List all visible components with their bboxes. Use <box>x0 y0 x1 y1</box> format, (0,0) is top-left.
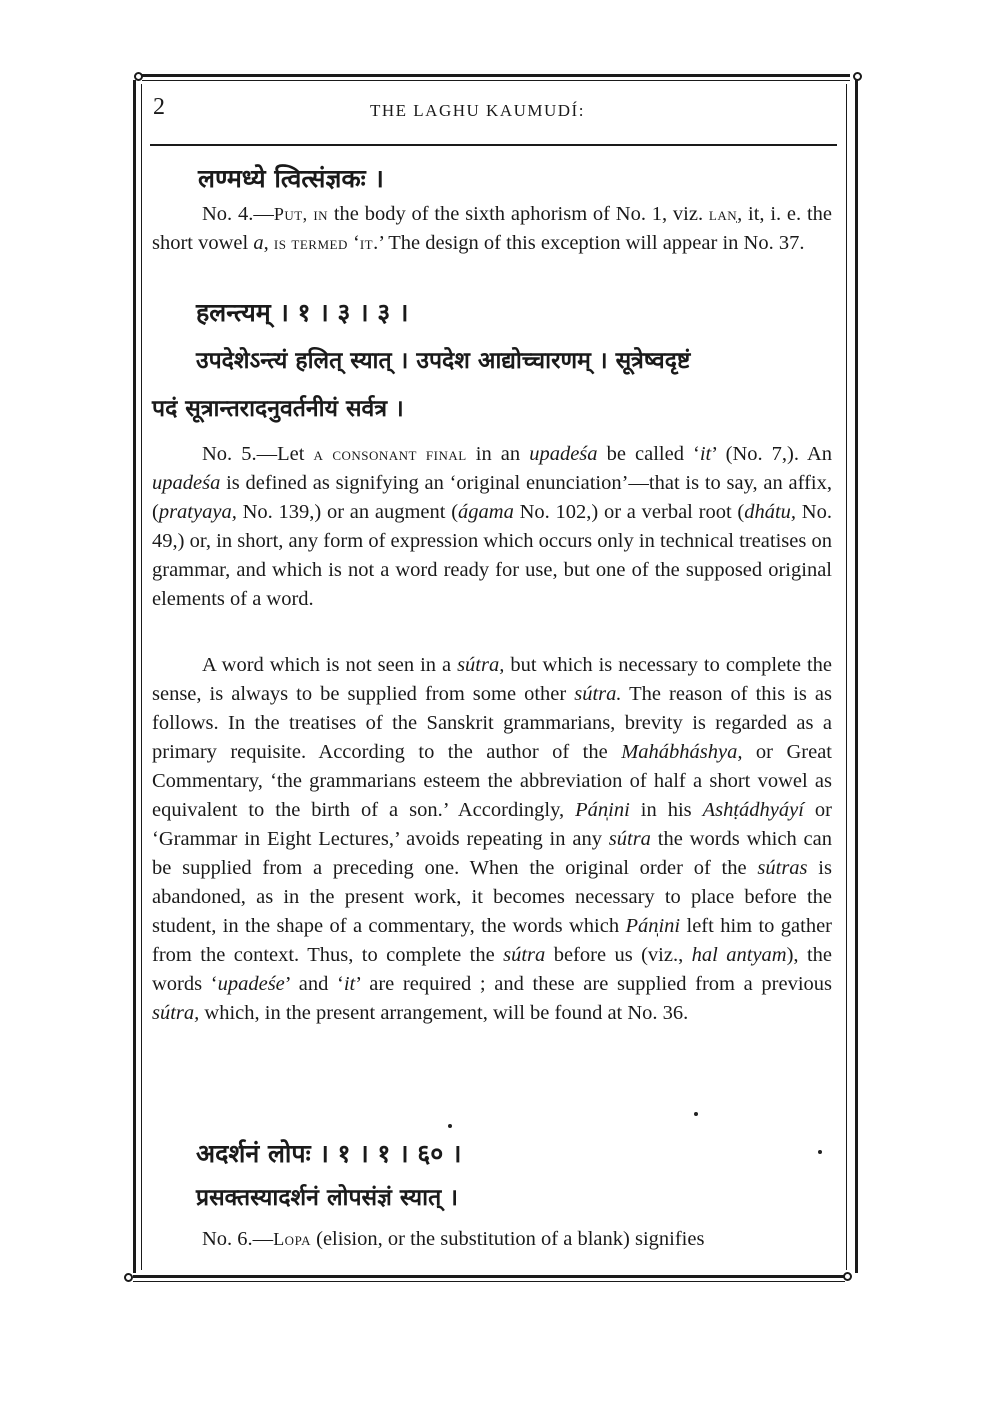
frame-top-rule-outer <box>142 74 850 77</box>
sutra-4-commentary: No. 4.—Put, in the body of the sixth aphorism of No. 1, viz. lan̩, it, i. e. the short vowel a, is termed ‘it.’ The design of this exception will appear in No. 37. <box>152 203 832 254</box>
frame-top-rule-inner <box>142 80 850 81</box>
text-run: in his <box>629 799 703 821</box>
frame-corner-ornament <box>843 1272 852 1281</box>
text-run: A word which is not seen in a <box>202 654 458 676</box>
text-run: sútra <box>503 944 546 966</box>
text-run: No. 5.—Let <box>202 443 314 465</box>
text-run: dhátu, <box>744 501 797 523</box>
text-run: before us (viz., <box>545 944 692 966</box>
sutra-5-gloss-line-1: उपदेशेऽन्त्यं हलित् स्यात् । उपदेश आद्योच्चारणम् । सूत्रेष्वदृष्टं <box>196 348 691 374</box>
sutra-5-paragraph-2 <box>152 651 832 1028</box>
text-run: ’ and ‘ <box>284 973 344 995</box>
text-run: sútra. <box>574 683 622 705</box>
text-run: No. 139,) or an augment ( <box>236 501 459 523</box>
text-run: upadeśe <box>217 973 285 995</box>
text-run: hal antyam <box>691 944 787 966</box>
text-run: sútra, <box>152 1002 200 1024</box>
text-run: No. 49,) or, in short, any form of expression which occurs only in technical treatises on grammar, and which is not a word ready for use, but one of the supposed original elements of a word. <box>152 501 832 610</box>
ink-speck <box>818 1150 822 1154</box>
sutra-6-heading: अदर्शनं लोपः । १ । १ । ६० । <box>196 1139 462 1168</box>
text-run: sútra <box>608 828 651 850</box>
text-run: Mahábháshya, <box>621 741 743 763</box>
text-run: ágama <box>458 501 514 523</box>
text-run: it <box>343 973 356 995</box>
frame-bottom-rule-outer <box>133 1275 845 1278</box>
text-run: ’ (No. 7,). An <box>711 443 832 465</box>
page-number: 2 <box>153 94 165 120</box>
text-run: upadeśa <box>529 443 598 465</box>
text-run: Ashṭádhyáyí <box>702 799 804 821</box>
running-title: THE LAGHU KAUMUDÍ: <box>370 101 585 120</box>
sutra-5-gloss-line-2: पदं सूत्रान्तरादनुवर्तनीयं सर्वत्र । <box>152 396 404 422</box>
frame-left-rule-inner <box>141 84 142 1270</box>
text-run: pratyaya, <box>158 501 237 523</box>
sutra-6-gloss: प्रसक्तस्यादर्शनं लोपसंज्ञं स्यात् । <box>196 1185 458 1211</box>
sutra-5-heading: हलन्त्यम् । १ । ३ । ३ । <box>196 298 409 327</box>
text-run: sútras <box>757 857 808 879</box>
ink-speck <box>448 1124 452 1128</box>
text-run: is defined as signifying an ‘original enunciation’—that is to say, an affix, ( <box>152 472 832 523</box>
text-run: the words which can be supplied from a preceding one. When the original order of the <box>152 828 832 879</box>
frame-left-rule-outer <box>133 80 136 1273</box>
text-run: Pán̩ini <box>625 915 681 937</box>
text-run: ), the words ‘ <box>152 944 833 995</box>
frame-right-rule-inner <box>846 84 847 1270</box>
header-rule <box>150 144 837 146</box>
sutra-4-sanskrit: लण्मध्ये त्वित्संज्ञकः । <box>198 164 384 193</box>
text-run: is abandoned, as in the present work, it becomes necessary to place before the student, in the shape of a commentary, the words which <box>152 857 832 937</box>
frame-corner-ornament <box>134 72 143 81</box>
text-run: or Great Commentary, ‘the grammarians esteem the abbreviation of half a short vowel as equivalent to the birth of a son.’ Accordingly, <box>152 741 832 821</box>
text-run: be called ‘ <box>597 443 700 465</box>
text-run: or ‘Grammar in Eight Lectures,’ avoids repeating in any <box>152 799 833 850</box>
text-run: left him to gather from the context. Thus, to complete the <box>152 915 832 966</box>
text-run: a consonant final <box>313 444 467 464</box>
frame-corner-ornament <box>853 72 862 81</box>
text-run: upadeśa <box>152 472 221 494</box>
text-run: which, in the present arrangement, will be found at No. 36. <box>199 1002 689 1024</box>
sutra-6-commentary: No. 6.—Lopa (elision, or the substitution of a blank) signifies <box>202 1228 705 1250</box>
frame-corner-ornament <box>124 1273 133 1282</box>
text-run: in an <box>466 443 530 465</box>
text-run: The reason of this is as follows. In the treatises of the Sanskrit grammarians, brevity is regarded as a primary requisite. According to the author of the <box>152 683 832 763</box>
sutra-5-paragraph-1 <box>152 440 832 614</box>
text-run: but which is necessary to complete the sense, is always to be supplied from some other <box>152 654 832 705</box>
frame-right-rule-outer <box>855 80 858 1273</box>
text-run: it <box>699 443 712 465</box>
frame-bottom-rule-inner <box>133 1281 845 1282</box>
text-run: ’ are required ; and these are supplied from a previous <box>355 973 832 995</box>
text-run: No. 102,) or a verbal root ( <box>513 501 745 523</box>
text-run: Pán̩ini <box>575 799 630 821</box>
text-run: sútra, <box>457 654 505 676</box>
ink-speck <box>694 1112 698 1116</box>
